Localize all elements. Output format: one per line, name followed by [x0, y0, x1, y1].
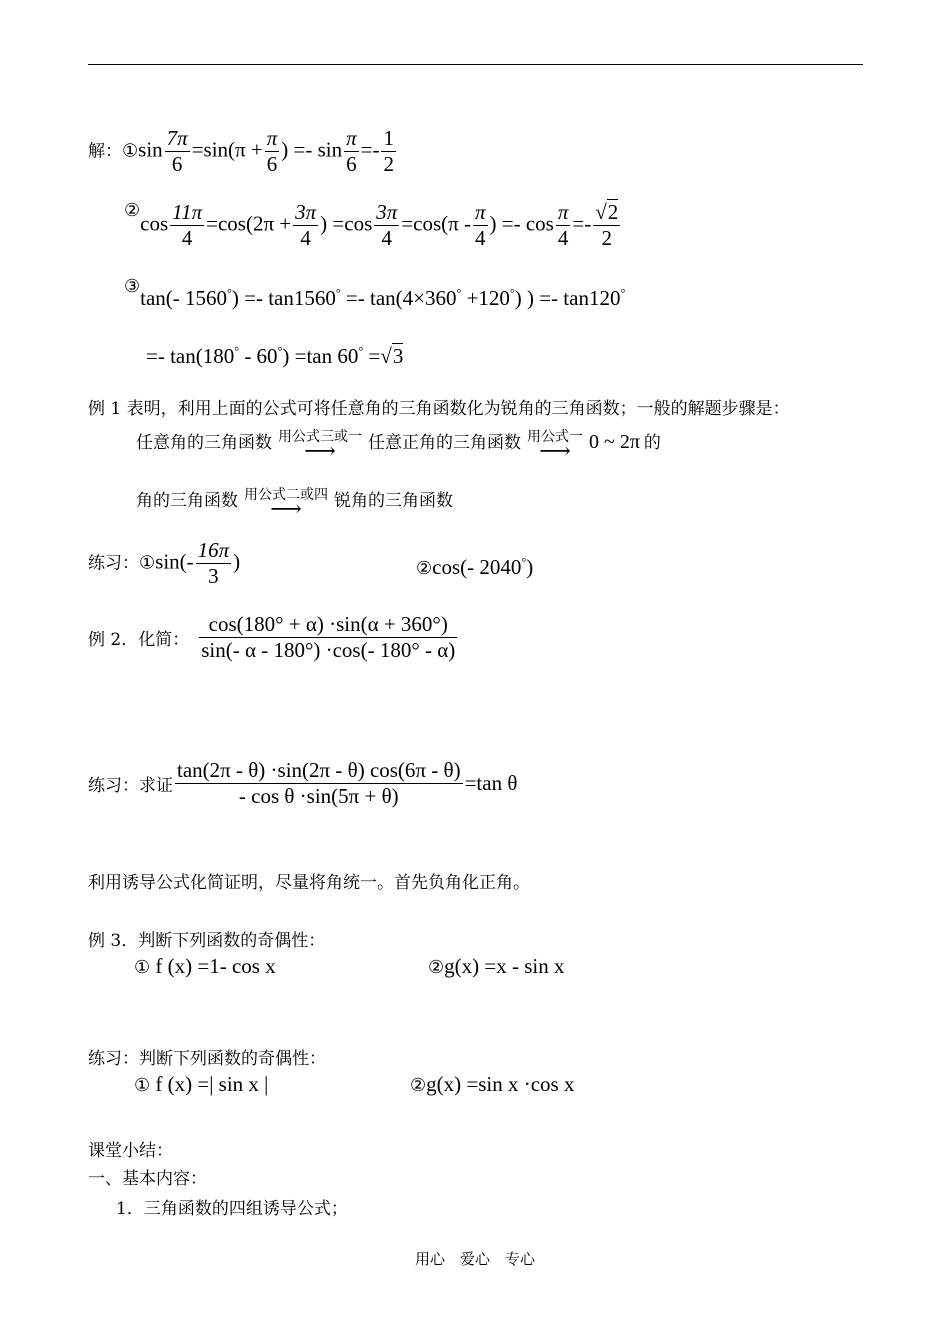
fraction: [293, 200, 318, 251]
degree: °: [521, 555, 527, 569]
fraction: [165, 126, 190, 177]
expr-text: =: [368, 344, 381, 368]
degree: °: [227, 286, 232, 300]
expr-text: ) ) =- tan120: [514, 286, 621, 310]
denominator: 2: [383, 152, 394, 177]
arrow-label: 用公式一: [527, 428, 583, 445]
fraction: $\frac{√2}{2}$: [595, 200, 619, 251]
expr-text: =-: [360, 137, 380, 162]
expr-text: =cos(π -: [401, 211, 471, 236]
arrow-icon: 用公式一 ⟶: [527, 428, 583, 465]
expr-text: =cos(2π +: [206, 211, 292, 236]
arrow-icon: 用公式二或四 ⟶: [244, 486, 328, 523]
step-text: 锐角的三角函数: [334, 491, 453, 511]
denominator: - cos θ ·sin(5π + θ): [238, 784, 399, 809]
solution-line-1: [88, 126, 398, 177]
degree: °: [456, 286, 462, 300]
degree: °: [509, 286, 515, 300]
fraction: [473, 200, 488, 251]
denominator: 4: [475, 226, 486, 251]
example-2: [88, 612, 459, 663]
example-label: 例 2．化简：: [88, 630, 190, 651]
range-text: 0 ~ 2π: [589, 431, 640, 453]
item-marker: ②: [410, 1075, 427, 1095]
fraction: [344, 126, 359, 177]
numerator: cos(180° + α) ·sin(α + 360°): [199, 612, 457, 638]
summary-label: 课堂小结：: [88, 1141, 173, 1161]
numerator: π: [556, 200, 571, 226]
numerator: 16π: [196, 538, 232, 564]
denominator: 2: [601, 226, 612, 251]
denominator: 4: [181, 226, 193, 251]
function-expr: g(x) =sin x ·cos x: [426, 1072, 575, 1096]
practice3-label: 练习：判断下列函数的奇偶性：: [88, 1049, 326, 1069]
practice-2: [88, 758, 517, 809]
degree: °: [234, 344, 240, 358]
denominator: 6: [346, 152, 357, 177]
denominator: sin(- α - 180°) ·cos(- 180° - α): [201, 638, 456, 663]
solution-line-2: [124, 200, 622, 251]
practice-1: [88, 538, 240, 589]
practice-label: 练习：求证: [88, 776, 173, 797]
numerator: 1: [381, 126, 396, 152]
solution-label: 解：: [88, 141, 122, 162]
expr-text: sin(-: [155, 549, 194, 574]
arrow-label: 用公式二或四: [244, 486, 328, 503]
numerator: π: [473, 200, 488, 226]
expr-text: +120: [466, 286, 510, 310]
expr-text: ) =tan 60: [282, 344, 359, 368]
sin-text: sin: [138, 137, 163, 162]
practice-label: 练习：: [88, 553, 139, 574]
denominator: 4: [381, 226, 393, 251]
function-expr: f (x) =| sin x |: [155, 1072, 269, 1096]
expr-text: ): [233, 549, 241, 574]
numerator: 7π: [165, 126, 190, 152]
fraction: [265, 126, 280, 177]
step-text: 任意正角的三角函数: [368, 433, 521, 453]
function-expr: g(x) =x - sin x: [444, 954, 565, 978]
arrow-label: 用公式三或一: [278, 428, 362, 445]
numerator: 3π: [374, 200, 399, 226]
item-marker: ①: [134, 957, 151, 977]
steps-line-1: [136, 428, 661, 465]
proof-note: 利用诱导公式化简证明，尽量将角统一。首先负角化正角。: [88, 873, 530, 893]
expr-text: ) =- sin: [281, 137, 343, 162]
degree: °: [620, 286, 626, 300]
item-marker: ②: [416, 558, 433, 578]
fraction: [170, 200, 204, 251]
example3-item-1: [134, 954, 276, 979]
fraction: [196, 538, 232, 589]
expr-text: tan(- 1560: [140, 286, 228, 310]
expr-text: ) =- cos: [489, 211, 554, 236]
example3-item-2: [428, 954, 564, 979]
function-expr: f (x) =1- cos x: [155, 954, 276, 978]
sqrt-value: 3: [392, 344, 404, 368]
degree: °: [358, 344, 364, 358]
denominator: 4: [300, 226, 311, 251]
expr-text: ) =- tan1560: [231, 286, 336, 310]
numerator: π: [265, 126, 280, 152]
expr-text: =- tan(4×360: [345, 286, 457, 310]
cos-text: cos: [140, 211, 169, 236]
fraction: [374, 200, 399, 251]
numerator: tan(2π - θ) ·sin(2π - θ) cos(6π - θ): [175, 758, 463, 784]
header-rule: [88, 64, 863, 65]
denominator: 4: [557, 226, 569, 251]
fraction: [175, 758, 463, 809]
example3-label: 例 3．判断下列函数的奇偶性：: [88, 931, 326, 951]
item-marker: ①: [139, 552, 156, 573]
solution-line-3: [124, 276, 626, 310]
denominator: 3: [208, 564, 219, 589]
fraction: [381, 126, 396, 177]
item-marker: ②: [124, 200, 141, 220]
solution-line-4: =- tan(180° - 60°) =tan 60° =√3: [146, 344, 404, 368]
practice3-item-1: [134, 1072, 268, 1097]
expr-text: =tan θ: [464, 771, 518, 796]
item-marker: ①: [122, 140, 139, 161]
expr-text: =-: [572, 211, 592, 236]
steps-line-2: [136, 486, 453, 523]
sqrt-value: 2: [607, 200, 619, 224]
numerator: 11π: [170, 200, 204, 226]
denominator: 6: [171, 152, 183, 177]
expr-text: cos(- 2040: [432, 555, 522, 579]
example1-note: 例 1 表明，利用上面的公式可将任意角的三角函数化为锐角的三角函数；一般的解题步骤是：: [88, 399, 790, 419]
degree: °: [335, 286, 341, 300]
fraction: [199, 612, 457, 663]
step-text: 的: [643, 433, 661, 453]
step-text: 角的三角函数: [136, 491, 238, 511]
page-footer: 用心 爱心 专心: [414, 1250, 535, 1268]
item-marker: ③: [124, 276, 141, 296]
expr-text: - 60: [244, 344, 278, 368]
item-marker: ②: [428, 957, 445, 977]
numerator: 3π: [293, 200, 318, 226]
arrow-icon: 用公式三或一 ⟶: [278, 428, 362, 465]
denominator: 6: [266, 152, 278, 177]
expr-text: ) =cos: [320, 211, 373, 236]
practice-1-item-2: [416, 555, 533, 580]
degree: °: [277, 344, 283, 358]
expr-text: =- tan(180: [146, 344, 235, 368]
expr-text: =sin(π +: [191, 137, 263, 162]
summary-section-1: 一、基本内容：: [88, 1169, 207, 1189]
summary-item-1: 1．三角函数的四组诱导公式；: [116, 1199, 348, 1219]
item-marker: ①: [134, 1075, 151, 1095]
practice3-item-2: [410, 1072, 574, 1097]
expr-text: ): [526, 555, 534, 579]
step-text: 任意角的三角函数: [136, 433, 272, 453]
fraction: [556, 200, 571, 251]
numerator: π: [344, 126, 359, 152]
